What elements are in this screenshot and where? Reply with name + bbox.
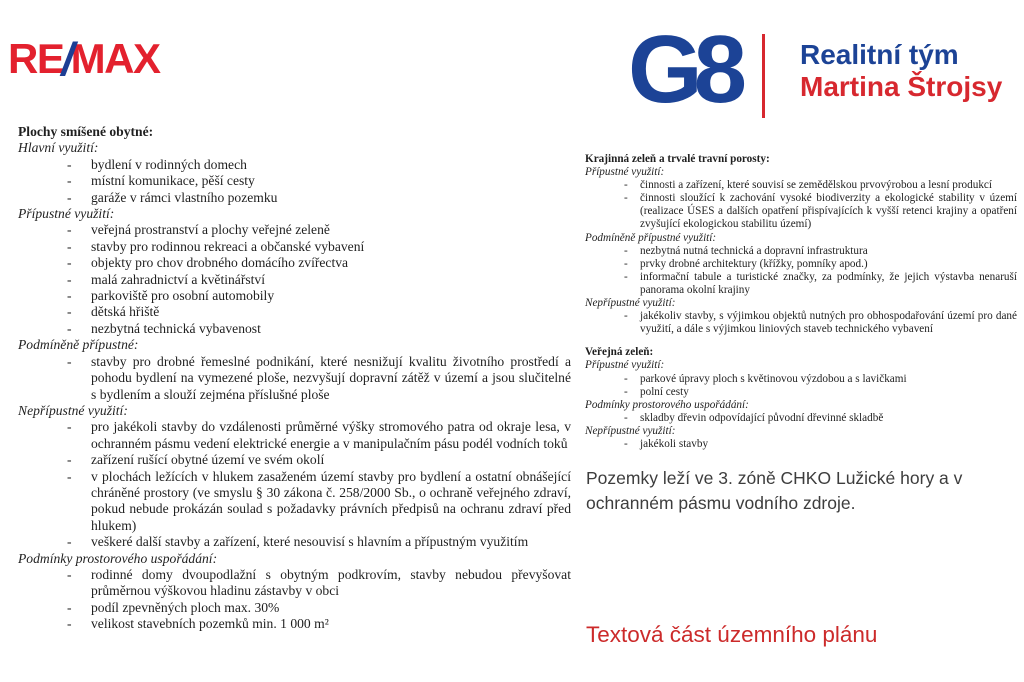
bullet-item	[18, 567, 571, 600]
bullet-text: dětská hřiště	[91, 304, 160, 320]
bullet-item	[585, 245, 1017, 258]
section-heading: Nepřípustné využití:	[18, 402, 128, 418]
bullet-item	[585, 438, 1017, 451]
bullet-item	[585, 271, 1017, 297]
bullet-text: objekty pro chov drobného domácího zvířectva	[91, 255, 349, 271]
bullet-dash: -	[624, 437, 628, 450]
block-title: Krajinná zeleň a trvalé travní porosty:	[585, 153, 770, 165]
section-heading: Podmíněně přípustné využití:	[585, 231, 717, 244]
bullet-text: garáže v rámci vlastního pozemku	[91, 189, 278, 205]
section-heading: Přípustné využití:	[585, 359, 665, 372]
section-heading: Přípustné využití:	[18, 206, 115, 222]
section-heading: Podmíněně přípustné:	[18, 337, 139, 353]
bullet-text: činnosti a zařízení, které souvisí se zemědělskou prvovýrobou a lesní produkcí	[640, 179, 992, 192]
bullet-text: skladby dřevin odpovídající původní dřevinné skladbě	[640, 411, 884, 424]
bullet-text: polní cesty	[640, 385, 689, 398]
bullet-item	[18, 534, 571, 550]
left-text-column	[18, 124, 571, 633]
bullet-dash: -	[624, 310, 628, 323]
bullet-dash: -	[67, 189, 72, 205]
bullet-item	[585, 373, 1017, 386]
bullet-item	[585, 179, 1017, 192]
usage-block	[585, 346, 1017, 451]
bullet-text: stavby pro drobné řemeslné podnikání, které nesnižují kvalitu životního prostředí a pohodu bydlení na vymezené ploše, nezvyšují dopravní zátěž v území a jsou slučitelné s bydlením a slouží zejména příslušné ploše	[91, 353, 571, 402]
bullet-dash: -	[624, 192, 628, 205]
bullet-item	[18, 469, 571, 535]
bullet-dash: -	[67, 156, 72, 172]
bullet-item	[585, 412, 1017, 425]
bullet-text: bydlení v rodinných domech	[91, 156, 247, 172]
bullet-text: jakékoliv stavby, s výjimkou objektů nutných pro obhospodařování území pro dané využití, a dále s výjimkou liniových staveb technického vybavení	[640, 310, 1017, 336]
remax-logo-slash: /	[61, 33, 73, 85]
bullet-item	[18, 419, 571, 452]
bullet-item	[18, 255, 571, 271]
bullet-item	[18, 157, 571, 173]
bullet-dash: -	[67, 353, 72, 369]
bullet-dash: -	[67, 452, 72, 468]
bullet-dash: -	[624, 411, 628, 424]
bullet-text: zařízení rušící obytné území ve svém okolí	[91, 452, 325, 468]
section-heading: Nepřípustné využití:	[585, 424, 676, 437]
section-heading: Přípustné využití:	[585, 166, 665, 179]
bullet-item	[18, 272, 571, 288]
usage-block	[18, 124, 571, 633]
right-text-column	[585, 153, 1017, 451]
bullet-dash: -	[67, 288, 72, 304]
bullet-item	[585, 192, 1017, 231]
remax-logo	[8, 33, 160, 85]
bullet-item	[585, 258, 1017, 271]
bullet-dash: -	[67, 271, 72, 287]
bullet-item	[18, 600, 571, 616]
bullet-dash: -	[624, 372, 628, 385]
bullet-text: jakékoli stavby	[640, 437, 709, 450]
bullet-item	[18, 288, 571, 304]
section-heading: Podmínky prostorového uspořádání:	[585, 398, 749, 411]
section-heading: Hlavní využití:	[18, 140, 99, 156]
block-title: Veřejná zeleň:	[585, 346, 654, 359]
remax-logo-max: MAX	[70, 35, 160, 82]
bullet-item	[18, 616, 571, 632]
bullet-text: v plochách ležících v hlukem zasaženém území stavby pro bydlení a ostatní obnášející chráněné prostory (ve smyslu § 30 zákona č. 258/2000 Sb., o ochraně veřejného zdraví, pokud nebude prokázán soulad s požadavky právních předpisů na ochranu zdraví před hlukem)	[91, 468, 571, 533]
remax-logo-re: RE	[8, 35, 64, 82]
section-heading: Podmínky prostorového uspořádání:	[18, 550, 218, 566]
bullet-text: velikost stavebních pozemků min. 1 000 m²	[91, 616, 329, 632]
bullet-dash: -	[624, 244, 628, 257]
zone-note: Pozemky leží ve 3. zóně CHKO Lužické hory a v ochranném pásmu vodního zdroje.	[586, 468, 963, 513]
usage-block	[585, 153, 1017, 336]
bullet-dash: -	[67, 255, 72, 271]
bullet-text: informační tabule a turistické značky, za podmínky, že jejich výstavba nenaruší panorama okolní krajiny	[640, 270, 1017, 296]
bullet-text: pro jakékoli stavby do vzdálenosti průměrné výšky stromového patra od okraje lesa, v ochranném pásmu vedení elektrické energie a v manipulačním pásu podél vodních toků	[91, 419, 571, 451]
bullet-dash: -	[67, 534, 72, 550]
bullet-dash: -	[67, 320, 72, 336]
bullet-dash: -	[67, 222, 72, 238]
document-caption: Textová část územního plánu	[586, 622, 878, 647]
bullet-text: malá zahradnictví a květinářství	[91, 271, 266, 287]
block-title: Plochy smíšené obytné:	[18, 124, 154, 139]
bullet-text: veškeré další stavby a zařízení, které nesouvisí s hlavním a přípustným využitím	[91, 534, 529, 550]
bullet-dash: -	[624, 270, 628, 283]
bullet-item	[585, 386, 1017, 399]
bullet-dash: -	[67, 566, 72, 582]
bullet-item	[18, 354, 571, 403]
bullet-item	[18, 239, 571, 255]
bullet-dash: -	[67, 304, 72, 320]
bullet-text: prvky drobné architektury (křížky, pomníky apod.)	[640, 257, 868, 270]
bullet-dash: -	[624, 179, 628, 192]
bullet-text: veřejná prostranství a plochy veřejné zeleně	[91, 222, 330, 238]
bullet-item	[18, 173, 571, 189]
bullet-text: nezbytná nutná technická a dopravní infrastruktura	[640, 244, 868, 257]
bullet-dash: -	[67, 468, 72, 484]
team-name-line1: Realitní tým	[800, 39, 959, 70]
bullet-text: parkové úpravy ploch s květinovou výzdobou a s lavičkami	[640, 372, 907, 385]
bullet-text: rodinné domy dvoupodlažní s obytným podkrovím, stavby nebudou převyšovat průměrnou výškovou hladinu zástavby v obci	[91, 566, 571, 599]
bullet-item	[585, 310, 1017, 336]
g8-logo: G8	[628, 16, 739, 123]
bullet-text: stavby pro rodinnou rekreaci a občanské vybavení	[91, 238, 365, 254]
bullet-text: parkoviště pro osobní automobily	[91, 288, 275, 304]
bullet-text: podíl zpevněných ploch max. 30%	[91, 599, 280, 615]
bullet-dash: -	[67, 419, 72, 435]
bullet-item	[18, 190, 571, 206]
bullet-item	[18, 452, 571, 468]
bullet-item	[18, 222, 571, 238]
team-name-line2: Martina Štrojsy	[800, 71, 1003, 102]
bullet-text: činnosti sloužící k zachování vysoké biodiverzity a ekologické stability v území (realizace ÚSES a dalších opatření přispívajících k vyšší retenci krajiny a opatření zvyšující ekologickou stabilitu území)	[640, 192, 1017, 231]
bullet-dash: -	[67, 173, 72, 189]
bullet-text: místní komunikace, pěší cesty	[91, 173, 255, 189]
bullet-dash: -	[624, 257, 628, 270]
bullet-dash: -	[67, 616, 72, 632]
bullet-text: nezbytná technická vybavenost	[91, 320, 261, 336]
bullet-dash: -	[624, 385, 628, 398]
team-logo-divider	[762, 34, 765, 118]
section-heading: Nepřípustné využití:	[585, 297, 676, 310]
bullet-item	[18, 304, 571, 320]
bullet-dash: -	[67, 238, 72, 254]
bullet-item	[18, 321, 571, 337]
bullet-dash: -	[67, 599, 72, 615]
